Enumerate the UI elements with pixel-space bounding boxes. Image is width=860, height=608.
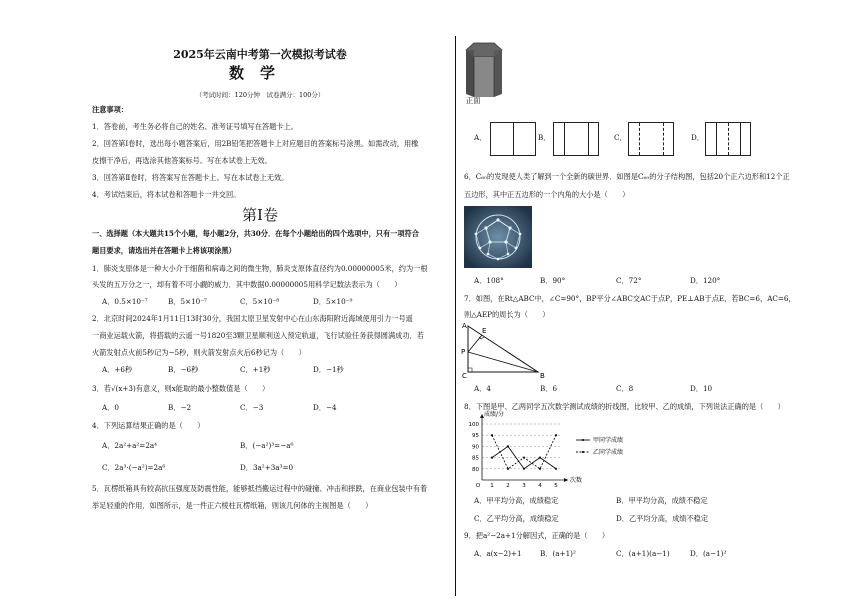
q5-option-c-label: C． bbox=[614, 133, 627, 142]
exam-info: （考试时间：120分钟 试卷满分：100分） bbox=[195, 91, 325, 99]
question-8: 8．下图是甲、乙两同学五次数学测试成绩的折线图，比较甲、乙的成绩，下列说法正确的是（ ） bbox=[464, 402, 785, 411]
column-divider bbox=[455, 36, 456, 596]
question-6: 五边形，其中正五边形的一个内角的大小是（ ） bbox=[464, 190, 630, 199]
question-9: 9．把a²−2a+1分解因式，正确的是（ ） bbox=[464, 531, 610, 540]
data-point bbox=[523, 468, 525, 470]
q2-option-a: A．+6秒 bbox=[102, 365, 133, 374]
q5-option-a-label: A． bbox=[474, 133, 487, 142]
q6-option-d: D．120° bbox=[690, 276, 721, 285]
question-7: 则△AEP的周长为（ ） bbox=[464, 310, 550, 319]
section-intro: 一、选择题（本大题共15个小题，每小题2分，共30分．在每个小题给出的四个选项中，只有一项符合 bbox=[92, 229, 419, 238]
data-point bbox=[539, 468, 541, 470]
q9-option-a: A．a(x−2)+1 bbox=[474, 549, 522, 558]
data-point bbox=[555, 468, 557, 470]
question-6: 6．C₆₀的发现使人类了解到一个全新的碳世界．如图是C₆₀的分子结构图，包括20个正六边形和12个正 bbox=[464, 172, 790, 181]
subject-title: 数学 bbox=[228, 64, 291, 82]
q5-option-d-figure bbox=[705, 122, 751, 156]
q7-option-c: C．8 bbox=[616, 384, 634, 393]
q7-option-b: B．6 bbox=[540, 384, 558, 393]
data-point bbox=[555, 434, 557, 436]
legend-marker bbox=[582, 451, 584, 453]
q6-option-c: C．72° bbox=[616, 276, 642, 285]
question-2: 一商业运载火箭，将搭载的云遥一号1820至3颗卫星顺利送入预定轨道，飞行试验任务获得圆满成功．若 bbox=[92, 331, 424, 340]
question-5: 5．瓦楞纸箱具有较高抗压强度及防震性能，能够抵挡搬运过程中的碰撞、冲击和摔跌，在商业包装中有着 bbox=[92, 484, 428, 493]
q2-option-d: D．−1秒 bbox=[313, 365, 344, 374]
q5-option-c-figure bbox=[628, 122, 674, 156]
notes-heading: 注意事项： bbox=[92, 105, 128, 114]
label-a: A bbox=[462, 322, 467, 330]
y-tick-label: 90 bbox=[472, 444, 479, 451]
y-tick-label: 80 bbox=[472, 466, 479, 473]
x-tick-label: 2 bbox=[506, 483, 510, 489]
q3-option-d: D．−4 bbox=[313, 403, 337, 412]
note-item: 2．回答第Ⅰ卷时，选出每小题答案后，用2B铅笔把答题卡上对应题目的答案标号涂黑。如需改动，用橡 bbox=[92, 139, 419, 148]
x-axis-label: 次数 bbox=[570, 477, 583, 484]
q1-option-c: C．5×10⁻⁸ bbox=[240, 297, 280, 306]
q6-option-a: A．108° bbox=[474, 276, 504, 285]
front-label: 正面 bbox=[466, 96, 481, 105]
q8-option-b: B．甲平均分高，成绩不稳定 bbox=[616, 496, 708, 505]
label-b: B bbox=[540, 372, 545, 380]
q5-option-b-figure bbox=[553, 122, 599, 156]
x-axis-arrow bbox=[564, 478, 568, 482]
q3-option-a: A．0 bbox=[102, 403, 119, 412]
note-item: 3．回答第Ⅱ卷时，将答案写在答题卡上。写在本试卷上无效。 bbox=[92, 173, 289, 182]
label-e: E bbox=[482, 327, 487, 335]
q8-option-d: D．乙平均分高，成绩不稳定 bbox=[616, 514, 709, 523]
c60-molecule-image bbox=[464, 206, 532, 268]
legend-label: 甲同学成绩 bbox=[593, 437, 624, 444]
x-tick-label: 3 bbox=[522, 483, 526, 489]
q2-option-b: B．−6秒 bbox=[168, 365, 199, 374]
y-tick-label: 95 bbox=[472, 433, 479, 440]
q8-option-c: C．乙平均分高，成绩稳定 bbox=[474, 514, 559, 523]
q5-option-d-label: D． bbox=[691, 133, 704, 142]
question-2: 2．北京时间2024年1月11日13时30分，我国太原卫星发射中心在山东海阳附近海域使用引力一号遥 bbox=[92, 314, 413, 323]
q1-option-d: D．5×10⁻⁹ bbox=[313, 297, 353, 306]
q7-option-a: A．4 bbox=[474, 384, 491, 393]
q9-option-b: B．(a+1)² bbox=[540, 549, 576, 558]
q5-option-a-figure bbox=[490, 122, 536, 156]
question-3: 3．若√(x+3)有意义，则x能取的最小整数值是（ ） bbox=[92, 384, 270, 393]
exam-title: 2025年云南中考第一次模拟考试卷 bbox=[173, 48, 347, 61]
q9-option-c: C．(a+1)(a−1) bbox=[616, 549, 670, 558]
question-4: 4．下列运算结果正确的是（ ） bbox=[92, 421, 205, 430]
q7-option-d: D．10 bbox=[690, 384, 713, 393]
note-item: 4．考试结束后，将本试卷和答题卡一并交回。 bbox=[92, 190, 241, 199]
legend-label: 乙同学成绩 bbox=[593, 449, 624, 456]
q3-option-c: C．−3 bbox=[240, 403, 264, 412]
q2-option-c: C．+1秒 bbox=[240, 365, 271, 374]
q4-option-c: C．2a³·(−a²)=2a⁶ bbox=[102, 463, 166, 472]
section-intro: 题目要求，请选出并在答题卡上将该项涂黑） bbox=[92, 246, 236, 255]
q6-option-b: B．90° bbox=[540, 276, 566, 285]
q4-option-d: D．3a²+3a³=0 bbox=[240, 463, 294, 472]
data-point bbox=[507, 468, 509, 470]
data-point bbox=[491, 434, 493, 436]
data-point bbox=[491, 457, 493, 459]
question-5: 举足轻重的作用．如图所示，是一件正六棱柱瓦楞纸箱，则该几何体的主视图是（ ） bbox=[92, 501, 373, 510]
question-2: 火箭发射点火前5秒记为−5秒，则火箭发射点火后6秒记为（ ） bbox=[92, 348, 306, 357]
y-tick-label: 85 bbox=[472, 455, 479, 462]
note-item: 1．答卷前，考生务必将自己的姓名、准考证号填写在答题卡上。 bbox=[92, 122, 298, 131]
label-c: C bbox=[462, 372, 467, 380]
q1-option-b: B．5×10⁻⁷ bbox=[168, 297, 207, 306]
x-tick-label: 1 bbox=[490, 483, 494, 489]
y-axis-label: 成绩/分 bbox=[484, 411, 505, 418]
data-point bbox=[523, 457, 525, 459]
note-item: 皮擦干净后，再选涂其他答案标号。写在本试卷上无效。 bbox=[92, 156, 272, 165]
question-1: 1．肺炎支原体是一种大小介于细菌和病毒之间的微生物，肺炎支原体直径约为0.00000005米，约为一根 bbox=[92, 264, 428, 273]
q4-option-a: A．2a²+a²=2a⁴ bbox=[102, 441, 158, 450]
x-tick-label: 4 bbox=[538, 483, 542, 489]
x-tick-label: 5 bbox=[554, 483, 558, 489]
q4-option-b: B．(−a²)³=−a⁶ bbox=[240, 441, 294, 450]
series-line bbox=[492, 435, 556, 469]
section-title: 第Ⅰ卷 bbox=[242, 206, 278, 224]
q9-option-d: D．(a−1)² bbox=[690, 549, 727, 558]
data-point bbox=[507, 445, 509, 447]
question-7: 7．如图，在Rt△ABC中，∠C=90°，BP平分∠ABC交AC于点P，PE⊥AB于点E，若BC=6，AC=6， bbox=[464, 294, 796, 303]
legend-marker bbox=[582, 439, 584, 441]
data-point bbox=[539, 457, 541, 459]
q8-option-a: A．甲平均分高，成绩稳定 bbox=[474, 496, 559, 505]
origin-label: O bbox=[475, 483, 481, 489]
y-tick-label: 100 bbox=[468, 422, 479, 428]
q1-option-a: A．0.5×10⁻⁷ bbox=[102, 297, 148, 306]
hexagonal-prism-figure bbox=[462, 40, 506, 104]
question-1: 头发的五万分之一，却有着不可小觑的威力．其中数据0.00000005用科学记数法表示为（ ） bbox=[92, 280, 402, 289]
q5-option-b-label: B． bbox=[538, 133, 551, 142]
q3-option-b: B．−2 bbox=[168, 403, 192, 412]
label-p: P bbox=[461, 348, 466, 356]
score-line-chart bbox=[460, 410, 640, 492]
triangle-figure bbox=[460, 320, 550, 380]
